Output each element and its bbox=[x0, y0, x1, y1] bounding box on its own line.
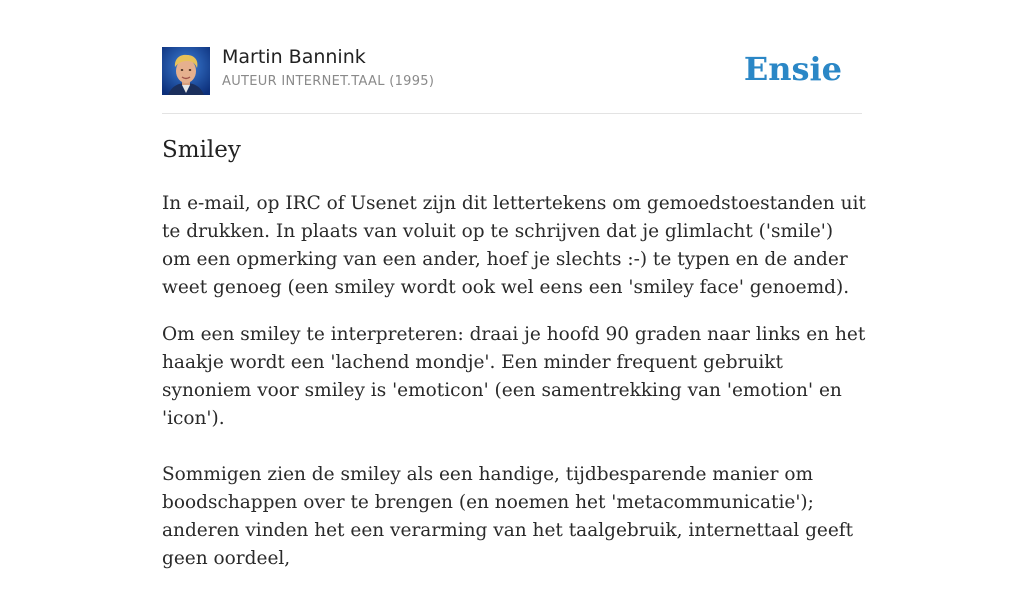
author-avatar[interactable] bbox=[162, 47, 210, 95]
header-divider bbox=[162, 113, 862, 114]
author-subtitle: AUTEUR INTERNET.TAAL (1995) bbox=[222, 74, 435, 89]
body-paragraph: In e-mail, op IRC of Usenet zijn dit lettertekens om gemoedstoestanden uit te drukken. In plaats van voluit op te schrijven dat je glimlacht ('smile') om een opmerking van een ander, hoef je slechts :-) te typen en de ander weet genoeg (een smiley wordt ook wel eens een 'smiley face' genoemd). bbox=[162, 193, 866, 298]
author-name[interactable]: Martin Bannink bbox=[222, 46, 366, 68]
ensie-logo[interactable]: Ensie bbox=[743, 50, 842, 88]
entry-header bbox=[162, 46, 862, 96]
body-paragraph: Om een smiley te interpreteren: draai je hoofd 90 graden naar links en het haakje wordt een 'lachend mondje'. Een minder frequent gebruikt synoniem voor smiley is 'emoticon' (een samentrekking van 'emotion' en 'icon'). bbox=[162, 324, 866, 429]
body-paragraph: Sommigen zien de smiley als een handige, tijdbesparende manier om boodschappen over te brengen (en noemen het 'metacommunicatie'); anderen vinden het een verarming van het taalgebruik, internettaal geeft geen oordeel, bbox=[162, 464, 854, 569]
author-portrait-icon bbox=[162, 47, 210, 95]
entry-title: Smiley bbox=[162, 137, 241, 163]
entry-body bbox=[162, 190, 867, 592]
